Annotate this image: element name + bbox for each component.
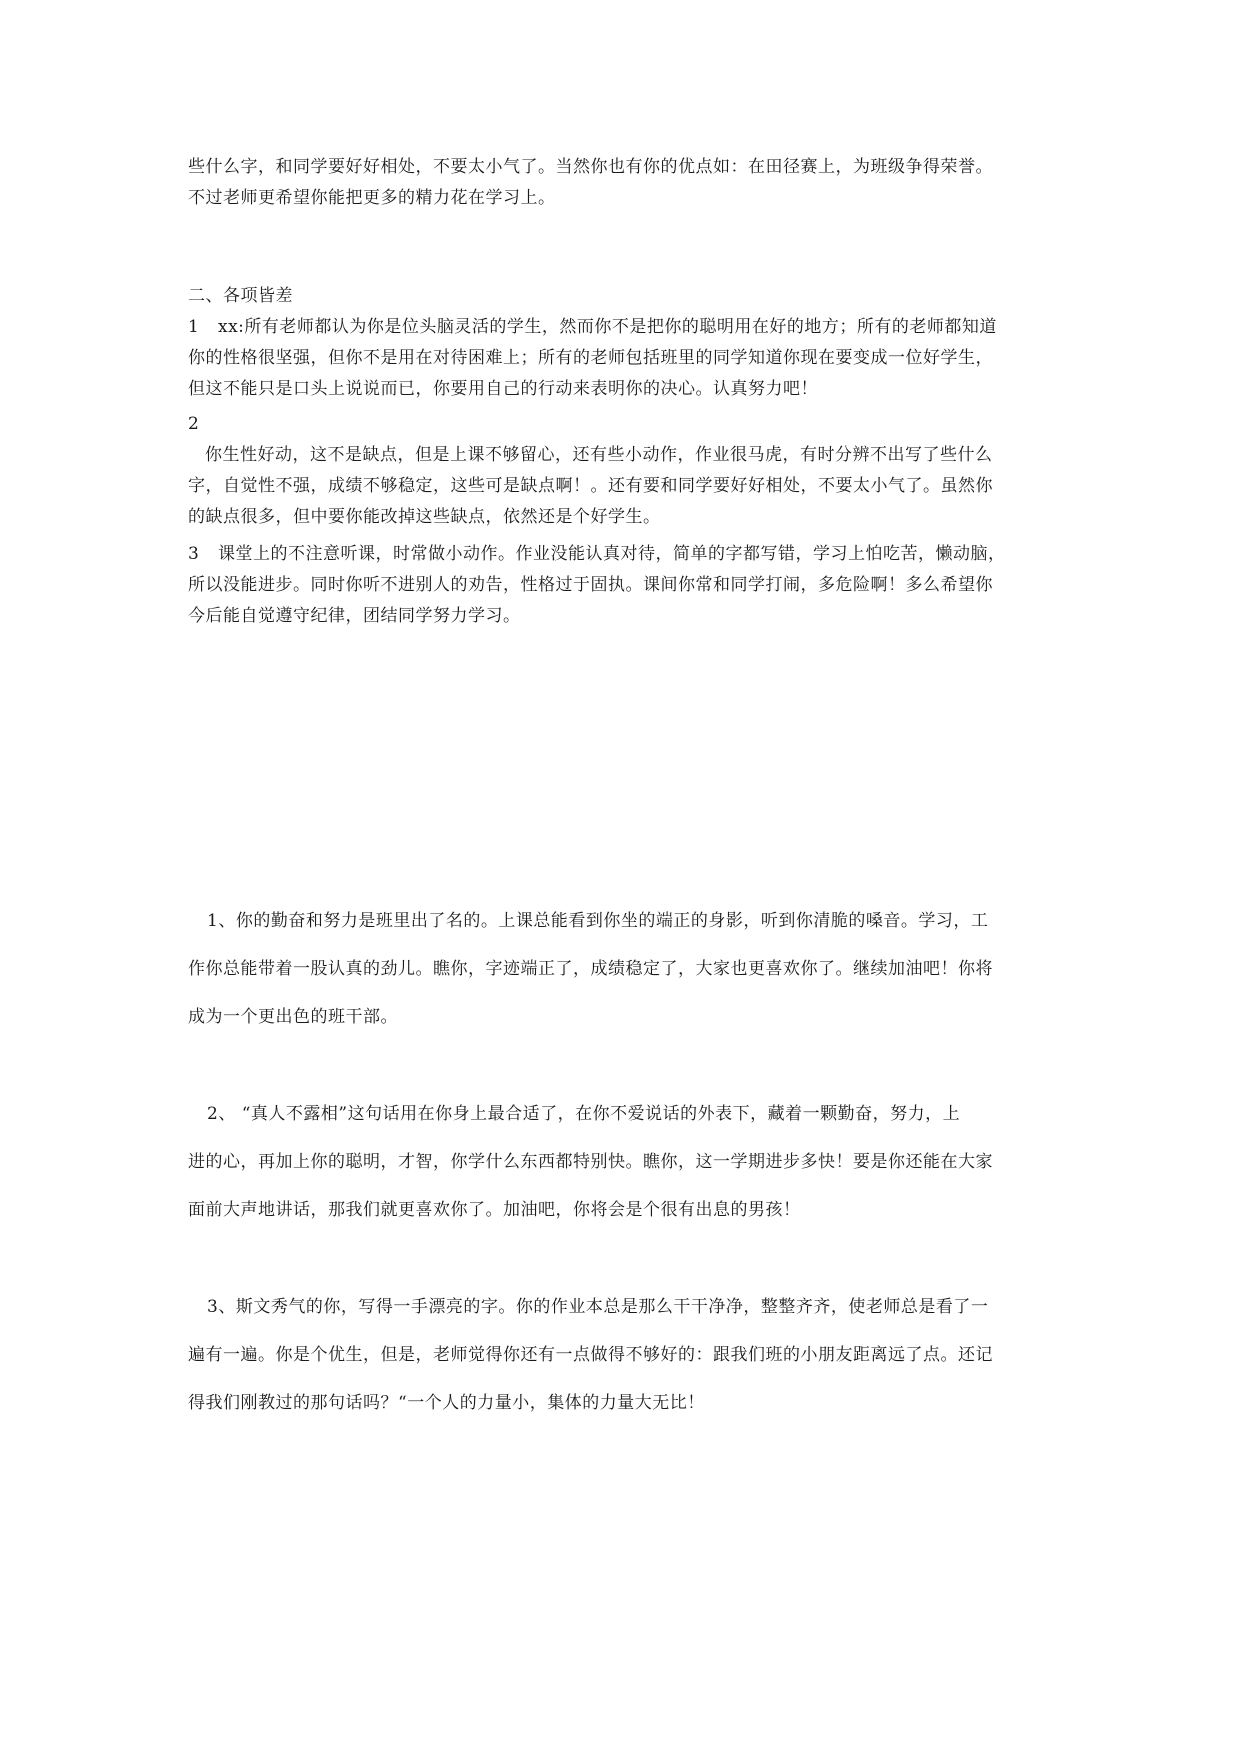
item-2 xyxy=(188,409,1060,533)
text-line: 得我们刚教过的那句话吗？“一个人的力量小，集体的力量大无比！ xyxy=(188,1393,705,1413)
text-line: 你的性格很坚强，但你不是用在对待困难上；所有的老师包括班里的同学知道你现在要变成一位好学生， xyxy=(188,348,993,368)
section-heading-block xyxy=(188,281,1060,312)
text-line: 成为一个更出色的班干部。 xyxy=(188,1007,398,1027)
comment-1 xyxy=(188,897,1060,1041)
text-line: 进的心，再加上你的聪明，才智，你学什么东西都特别快。瞧你，这一学期进步多快！要是你还能在大家 xyxy=(188,1152,993,1172)
item-text: xx:所有老师都认为你是位头脑灵活的学生，然而你不是把你的聪明用在好的地方；所有的老师都知道 xyxy=(218,317,997,337)
text-line: 2、 “真人不露相”这句话用在你身上最合适了，在你不爱说话的外表下，藏着一颗勤奋，努力，上 xyxy=(207,1104,961,1124)
text-line: 但这不能只是口头上说说而已，你要用自己的行动来表明你的决心。认真努力吧！ xyxy=(188,379,818,399)
text-line: 今后能自觉遵守纪律，团结同学努力学习。 xyxy=(188,606,521,626)
text-line xyxy=(188,312,1060,343)
text-line: 作你总能带着一股认真的劲儿。瞧你，字迹端正了，成绩稳定了，大家也更喜欢你了。继续加油吧！你将 xyxy=(188,959,993,979)
text-line xyxy=(188,539,1060,570)
text-line: 你生性好动，这不是缺点，但是上课不够留心，还有些小动作，作业很马虎，有时分辨不出写了些什么 xyxy=(205,445,993,465)
section-heading: 二、各项皆差 xyxy=(188,286,293,306)
comment-2 xyxy=(188,1090,1060,1234)
text-line: 所以没能进步。同时你听不进别人的劝告，性格过于固执。课间你常和同学打闹，多危险啊！多么希望你 xyxy=(188,575,993,595)
item-number: 3 xyxy=(188,544,200,564)
item-1 xyxy=(188,312,1060,405)
text-line: 不过老师更希望你能把更多的精力花在学习上。 xyxy=(188,188,556,208)
text-line: 3、斯文秀气的你，写得一手漂亮的字。你的作业本总是那么干干净净，整整齐齐，使老师总是看了一 xyxy=(207,1297,989,1317)
comment-3 xyxy=(188,1283,1060,1427)
text-line: 的缺点很多，但中要你能改掉这些缺点，依然还是个好学生。 xyxy=(188,507,661,527)
text-line: 1、你的勤奋和努力是班里出了名的。上课总能看到你坐的端正的身影，听到你清脆的嗓音。学习，工 xyxy=(207,911,989,931)
top-paragraph xyxy=(188,152,1060,214)
text-line: 些什么字，和同学要好好相处，不要太小气了。当然你也有你的优点如：在田径赛上，为班级争得荣誉。 xyxy=(188,157,993,177)
text-line: 遍有一遍。你是个优生，但是，老师觉得你还有一点做得不够好的：跟我们班的小朋友距离远了点。还记 xyxy=(188,1345,993,1365)
item-number: 2 xyxy=(188,414,200,434)
item-number: 1 xyxy=(188,317,200,337)
text-line: 字，自觉性不强，成绩不够稳定，这些可是缺点啊！。还有要和同学要好好相处，不要太小气了。虽然你 xyxy=(188,476,993,496)
item-3 xyxy=(188,539,1060,632)
item-text: 课堂上的不注意听课，时常做小动作。作业没能认真对待，简单的字都写错，学习上怕吃苦，懒动脑， xyxy=(218,544,1006,564)
text-line: 面前大声地讲话，那我们就更喜欢你了。加油吧，你将会是个很有出息的男孩！ xyxy=(188,1200,801,1220)
